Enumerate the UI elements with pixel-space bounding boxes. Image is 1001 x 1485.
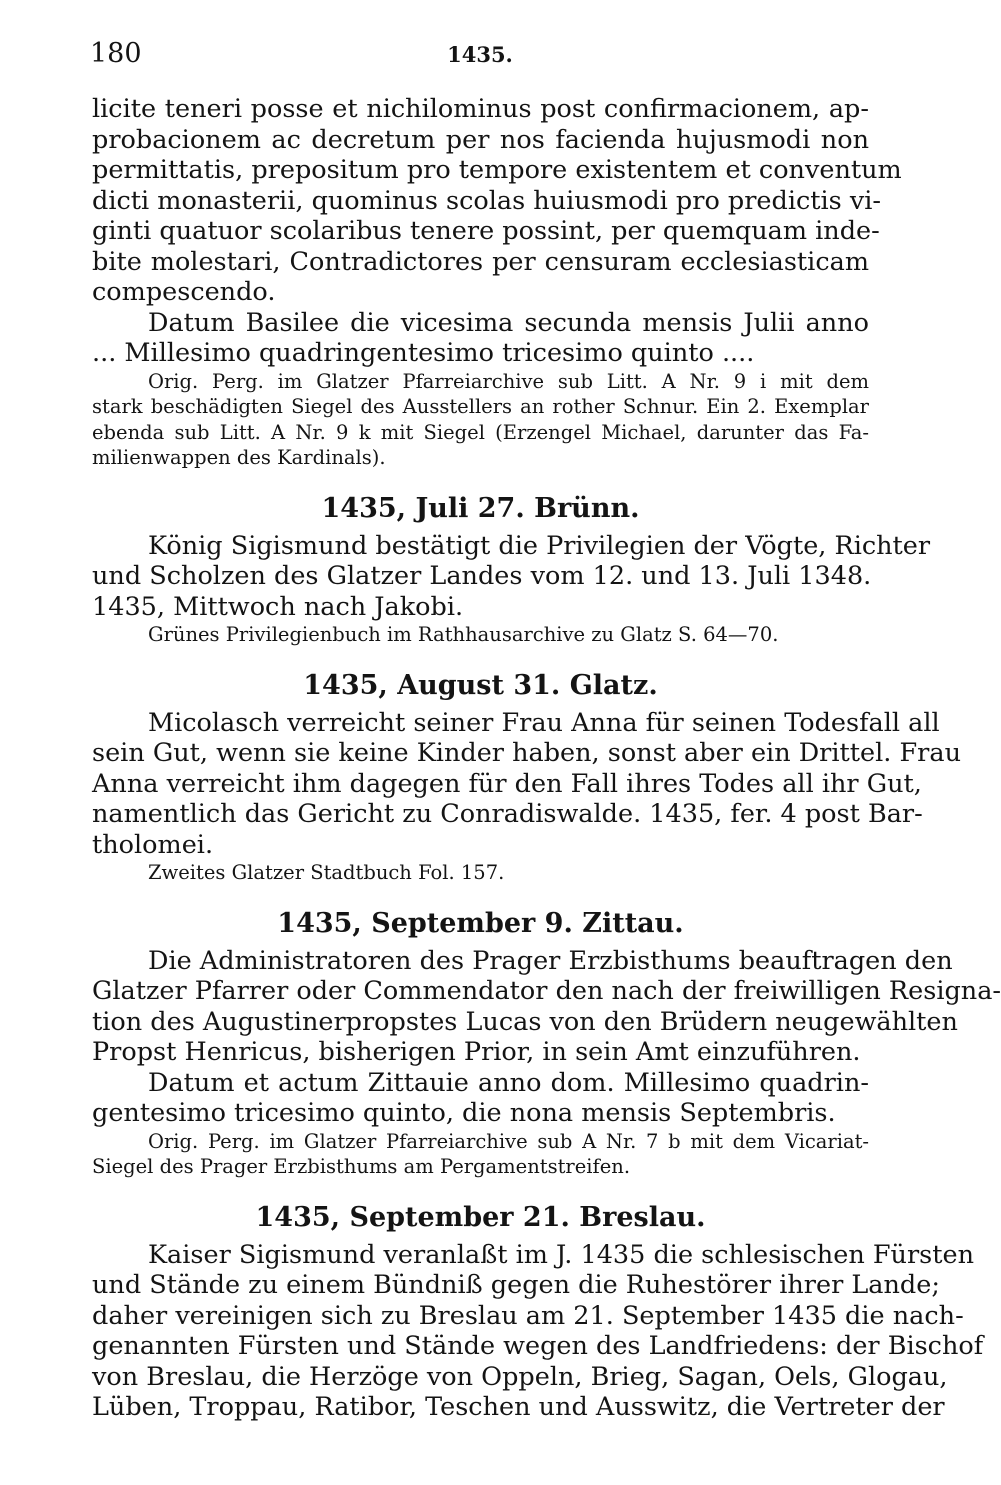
text-line: König Sigismund bestätigt die Privilegien der Vögte, Richter <box>148 530 931 561</box>
entry-heading: 1435, September 21. Breslau. <box>255 1201 706 1233</box>
entry-heading: 1435, August 31. Glatz. <box>303 669 658 701</box>
source-note: Grünes Privilegienbuch im Rathhausarchive zu Glatz S. 64—70. <box>148 623 779 646</box>
text-line: daher vereinigen sich zu Breslau am 21. September 1435 die nach- <box>92 1300 964 1331</box>
spacer <box>92 886 869 902</box>
page-number: 180 <box>90 38 142 69</box>
text-line: tholomei. <box>92 829 214 860</box>
text-line: und Stände zu einem Bündniß gegen die Ruhestörer ihrer Lande; <box>92 1270 940 1300</box>
spacer <box>92 1180 869 1196</box>
dating-line: gentesimo tricesimo quinto, die nona mensis Septembris. <box>92 1098 836 1128</box>
source-note: Siegel des Prager Erzbisthums am Pergamentstreifen. <box>92 1155 631 1178</box>
entry-heading: 1435, September 9. Zittau. <box>277 907 684 939</box>
source-note: ebenda sub Litt. A Nr. 9 k mit Siegel (Erzengel Michael, darunter das Fa- <box>92 420 869 444</box>
text-line: Anna verreicht ihm dagegen für den Fall ihres Todes all ihr Gut, <box>92 768 922 799</box>
entry-heading: 1435, Juli 27. Brünn. <box>321 492 640 524</box>
text-line: dicti monasterii, quominus scolas huiusmodi pro predictis vi- <box>92 185 882 216</box>
text-line: sein Gut, wenn sie keine Kinder haben, sonst aber ein Drittel. Frau <box>92 738 961 768</box>
text-line: Die Administratoren des Prager Erzbisthums beauftragen den <box>148 945 953 976</box>
running-year: 1435. <box>447 42 513 67</box>
text-line: 1435, Mittwoch nach Jakobi. <box>92 591 464 622</box>
text-line: von Breslau, die Herzöge von Oppeln, Brieg, Sagan, Oels, Glogau, <box>92 1361 948 1392</box>
text-line: Lüben, Troppau, Ratibor, Teschen und Ausswitz, die Vertreter der <box>92 1392 945 1422</box>
dating-line: Datum et actum Zittauie anno dom. Millesimo quadrin- <box>148 1067 869 1098</box>
text-line: bite molestari, Contradictores per censuram ecclesiasticam <box>92 246 869 277</box>
source-note: milienwappen des Kardinals). <box>92 446 386 469</box>
text-line: ginti quatuor scolaribus tenere possint, per quemquam inde- <box>92 216 880 246</box>
text-line: probacionem ac decretum per nos facienda hujusmodi non <box>92 124 869 155</box>
text-line: compescendo. <box>92 277 276 307</box>
spacer <box>92 471 869 487</box>
text-body <box>92 94 1001 1423</box>
text-line: Propst Henricus, bisherigen Prior, in sein Amt einzuführen. <box>92 1037 861 1067</box>
spacer <box>92 648 869 664</box>
running-header <box>90 38 870 78</box>
source-note: Zweites Glatzer Stadtbuch Fol. 157. <box>148 861 505 884</box>
text-line: tion des Augustinerpropstes Lucas von den Brüdern neugewählten <box>92 1006 958 1037</box>
source-note: stark beschädigten Siegel des Ausstellers an rother Schnur. Ein 2. Exemplar <box>92 395 869 418</box>
text-line: und Scholzen des Glatzer Landes vom 12. und 13. Juli 1348. <box>92 561 872 591</box>
text-line: permittatis, prepositum pro tempore existentem et conventum <box>92 155 902 185</box>
text-line: licite teneri posse et nichilominus post confirmacionem, ap- <box>92 94 869 124</box>
text-line: Micolasch verreicht seiner Frau Anna für seinen Todesfall all <box>148 707 940 738</box>
text-line: namentlich das Gericht zu Conradiswalde. 1435, fer. 4 post Bar- <box>92 799 923 829</box>
text-line: Glatzer Pfarrer oder Commendator den nach der freiwilligen Resigna- <box>92 976 1001 1006</box>
dating-line: ... Millesimo quadringentesimo tricesimo quinto .... <box>92 338 755 368</box>
dating-line: Datum Basilee die vicesima secunda mensis Julii anno <box>148 307 869 338</box>
source-note: Orig. Perg. im Glatzer Pfarreiarchive sub A Nr. 7 b mit dem Vicariat- <box>148 1129 869 1153</box>
text-line: genannten Fürsten und Stände wegen des Landfriedens: der Bischof <box>92 1331 984 1361</box>
source-note: Orig. Perg. im Glatzer Pfarreiarchive sub Litt. A Nr. 9 i mit dem <box>148 369 869 393</box>
text-line: Kaiser Sigismund veranlaßt im J. 1435 die schlesischen Fürsten <box>148 1239 974 1270</box>
